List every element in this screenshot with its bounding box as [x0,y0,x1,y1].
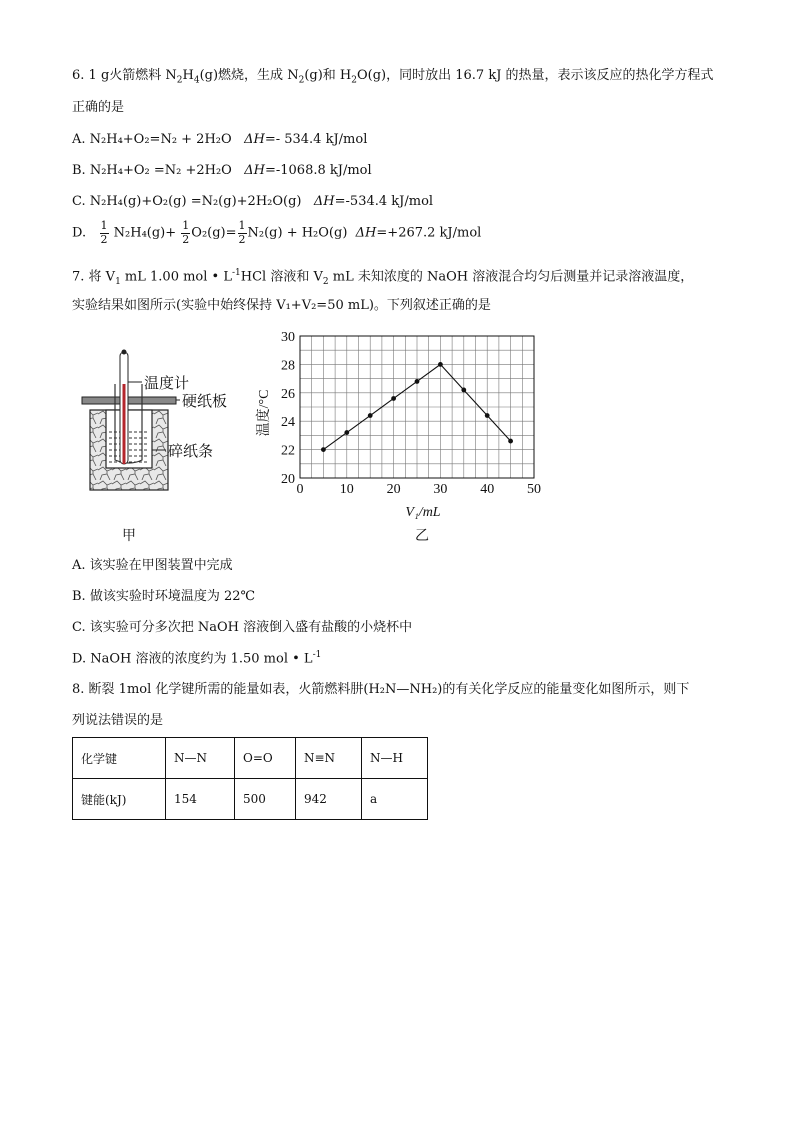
temperature-chart [250,325,550,545]
label-board: 硬纸板 [182,394,228,410]
table-cell: 154 [166,779,235,820]
y-tick-label: 24 [281,415,295,431]
y-tick-label: 22 [281,443,295,459]
x-tick-label: 20 [386,482,401,497]
y-tick-label: 28 [281,358,295,374]
fraction-half: $\frac{1}{2}$ [182,219,190,246]
q7-stem-line1: 7. 将 $V_1$ mL 1.00 mol • $L^{-1}HCl$ 溶液和 $V_2$ mL 未知浓度的 NaOH 溶液混合均匀后测量并记录溶液温度， [72,268,694,287]
table-cell: N—H [362,738,428,779]
q7-stem-line2: 实验结果如图所示(实验中始终保持 V₁+V₂=50 mL)。下列叙述正确的是 [72,298,491,313]
x-tick-label: 40 [480,482,495,497]
q6-stem-line2: 正确的是 [72,100,125,115]
table-cell: 键能(kJ) [73,779,166,820]
y-tick-label: 20 [281,472,295,487]
q6-option-b: B. N₂H₄+O₂ =N₂ +2H₂O ΔH=-1068.8 kJ/mol [72,163,372,178]
q6-option-a: A. N₂H₄+O₂=N₂ + 2H₂O ΔH=- 534.4 kJ/mol [72,132,368,147]
chart-xlabel: V₁/mL [405,505,441,520]
table-header-row [73,738,428,779]
q6-stem-line1: 6. 1 g火箭燃料 $N_2H_4(g)$燃烧，生成 $N_2(g)$和 $H_2O(g)$，同时放出 16.7 kJ 的热量，表示该反应的热化学方程式 [72,68,714,86]
bond-energy-table [72,737,428,820]
table-cell: N≡N [296,738,362,779]
q6-option-d: D. $\frac{1}{2}$ N₂H₄(g)+ $\frac{1}{2}$ O₂(g)= $\frac{1}{2}$ N₂(g) + H₂O(g) ΔH=+267.2 kJ/mol [72,219,482,246]
label-thermometer: 温度计 [144,376,190,392]
data-point [391,396,396,401]
table-cell: 942 [296,779,362,820]
table-row [73,779,428,820]
calorimeter-figure [70,340,260,545]
data-point [368,413,373,418]
x-tick-label: 50 [527,482,541,497]
chart-ylabel: 温度/°C [257,389,272,437]
table-cell: a [362,779,428,820]
data-point [461,388,466,393]
x-tick-label: 30 [433,482,448,497]
y-tick-label: 26 [281,386,295,402]
table-cell: O=O [235,738,296,779]
q7-option-b: B. 做该实验时环境温度为 22℃ [72,589,256,604]
chart-axes [281,330,541,497]
q7-option-c: C. 该实验可分多次把 NaOH 溶液倒入盛有盐酸的小烧杯中 [72,620,413,635]
chart-caption: 乙 [415,529,429,544]
data-point [344,430,349,435]
y-tick-label: 30 [281,330,295,345]
table-cell: 化学键 [73,738,166,779]
table-cell: 500 [235,779,296,820]
inner-beaker [106,410,152,468]
fraction-half: $\frac{1}{2}$ [238,219,246,246]
q7-option-d: D. NaOH 溶液的浓度约为 1.50 mol • $L^{-1}$ [72,650,322,667]
q7-option-a: A. 该实验在甲图装置中完成 [72,558,233,573]
data-point [438,362,443,367]
q8-stem-line2: 列说法错误的是 [72,713,164,728]
cardboard-lid [82,397,176,404]
data-point [508,439,513,444]
data-point [321,447,326,452]
q6-option-c: C. N₂H₄(g)+O₂(g) =N₂(g)+2H₂O(g) ΔH=-534.4 kJ/mol [72,194,434,209]
data-point [485,413,490,418]
x-tick-label: 10 [339,482,354,497]
data-point [415,379,420,384]
x-tick-label: 0 [296,482,304,497]
figure-caption-jia: 甲 [122,529,136,544]
q8-stem-line1: 8. 断裂 1mol 化学键所需的能量如表，火箭燃料肼(H₂N—NH₂)的有关化学反应的能量变化如图所示，则下 [72,682,690,697]
table-cell: N—N [166,738,235,779]
label-strips: 碎纸条 [168,444,214,460]
chart-grid [300,336,534,478]
fraction-half: $\frac{1}{2}$ [100,219,108,246]
